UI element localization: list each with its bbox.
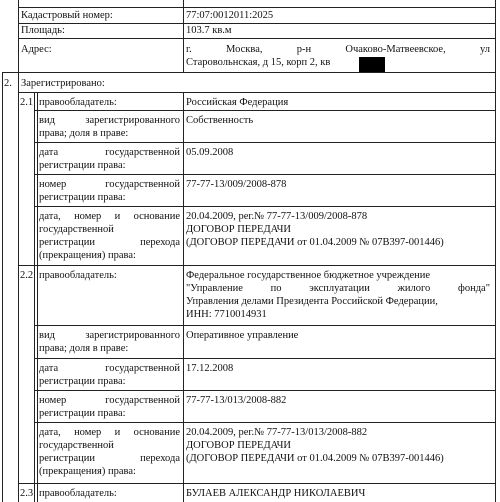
right-number-2-3: 2.3 (20, 488, 34, 499)
rule-mid (183, 0, 184, 72)
right-number-2-2: 2.2 (20, 270, 34, 281)
rule-21-type (34, 142, 496, 143)
registration-number-label: номер государственной (39, 179, 180, 190)
rule-mid-23 (183, 483, 184, 502)
rule-22-holder (34, 325, 496, 326)
holder-value: БУЛАЕВ АЛЕКСАНДР НИКОЛАЕВИЧ (186, 488, 366, 499)
basis-label: регистрации перехода (39, 237, 180, 248)
registration-date-value: 17.12.2008 (186, 363, 234, 374)
right-type-label: вид зарегистрированного (39, 330, 180, 341)
holder-value: Федеральное государственное бюджетное учреждение (186, 270, 431, 281)
rule-after-section (18, 92, 496, 93)
holder-value: Российская Федерация (186, 97, 289, 108)
rule-21-number (34, 206, 496, 207)
rule-after-area (18, 38, 496, 39)
registration-number-label: регистрации права: (39, 408, 126, 419)
address-line-1: г. Москва, р-н Очаково-Матвеевское, ул (186, 44, 490, 55)
cadastral-label: Кадастровый номер: (21, 10, 113, 21)
right-type-label: вид зарегистрированного (39, 115, 180, 126)
registration-date-label: регистрации права: (39, 160, 126, 171)
area-label: Площадь: (21, 25, 65, 36)
basis-value: 20.04.2009, рег.№ 77-77-13/013/2008-882 (186, 427, 368, 438)
rule-22-type (34, 358, 496, 359)
basis-value: ДОГОВОР ПЕРЕДАЧИ (186, 224, 291, 235)
right-type-label: права; доля в праве: (39, 128, 129, 139)
right-number-2-1: 2.1 (20, 97, 34, 108)
basis-label: (прекращения) права: (39, 466, 136, 477)
rule-left-subnum (34, 92, 35, 502)
right-type-value: Оперативное управление (186, 330, 299, 341)
holder-label: правообладатель: (39, 270, 117, 281)
registration-date-label: регистрации права: (39, 376, 126, 387)
holder-label: правообладатель: (39, 488, 117, 499)
rule-right (495, 0, 496, 502)
rule-21-basis (18, 265, 496, 266)
basis-label: регистрации перехода (39, 453, 180, 464)
right-type-value: Собственность (186, 115, 254, 126)
registration-date-label: дата государственной (39, 147, 180, 158)
rule-22-basis (18, 483, 496, 484)
registration-date-value: 05.09.2008 (186, 147, 234, 158)
redaction-box (359, 57, 385, 72)
rule-left-label (37, 92, 38, 502)
basis-value: ДОГОВОР ПЕРЕДАЧИ (186, 440, 291, 451)
rule-left-outer (2, 72, 3, 502)
registration-number-label: номер государственной (39, 395, 180, 406)
address-line-2: Старовольнская, д 15, корп 2, кв (186, 57, 331, 68)
holder-value: ИНН: 7710014931 (186, 309, 267, 320)
area-value: 103.7 кв.м (186, 25, 232, 36)
holder-value: Управления делами Президента Российской Федерации, (186, 296, 438, 307)
rule-left-num (18, 0, 19, 502)
holder-label: правообладатель: (39, 97, 117, 108)
right-type-label: права; доля в праве: (39, 343, 129, 354)
basis-label: дата, номер и основание (39, 427, 180, 438)
cadastral-value: 77:07:0012011:2025 (186, 10, 274, 21)
rule-after-address (2, 72, 496, 73)
basis-value: 20.04.2009, рег.№ 77-77-13/009/2008-878 (186, 211, 368, 222)
section-title: Зарегистрировано: (21, 78, 105, 89)
rule-mid-22 (183, 265, 184, 483)
registration-number-label: регистрации права: (39, 192, 126, 203)
rule-after-cadastral (18, 23, 496, 24)
basis-label: государственной (39, 224, 114, 235)
address-label: Адрес: (21, 44, 52, 55)
rule-22-number (34, 422, 496, 423)
rule-mid-21 (183, 92, 184, 265)
registration-date-label: дата государственной (39, 363, 180, 374)
holder-value: "Управление по эксплуатации жилого фонда" (186, 283, 490, 294)
basis-label: дата, номер и основание (39, 211, 180, 222)
basis-value: (ДОГОВОР ПЕРЕДАЧИ от 01.04.2009 № 07В397-001446) (186, 453, 444, 464)
rule-top (18, 7, 496, 8)
registration-number-value: 77-77-13/009/2008-878 (186, 179, 287, 190)
rule-21-date (34, 174, 496, 175)
basis-label: государственной (39, 440, 114, 451)
registration-number-value: 77-77-13/013/2008-882 (186, 395, 287, 406)
section-number: 2. (4, 78, 12, 89)
rule-22-date (34, 390, 496, 391)
basis-label: (прекращения) права: (39, 250, 136, 261)
rule-21-holder (34, 110, 496, 111)
basis-value: (ДОГОВОР ПЕРЕДАЧИ от 01.04.2009 № 07В397-001446) (186, 237, 444, 248)
